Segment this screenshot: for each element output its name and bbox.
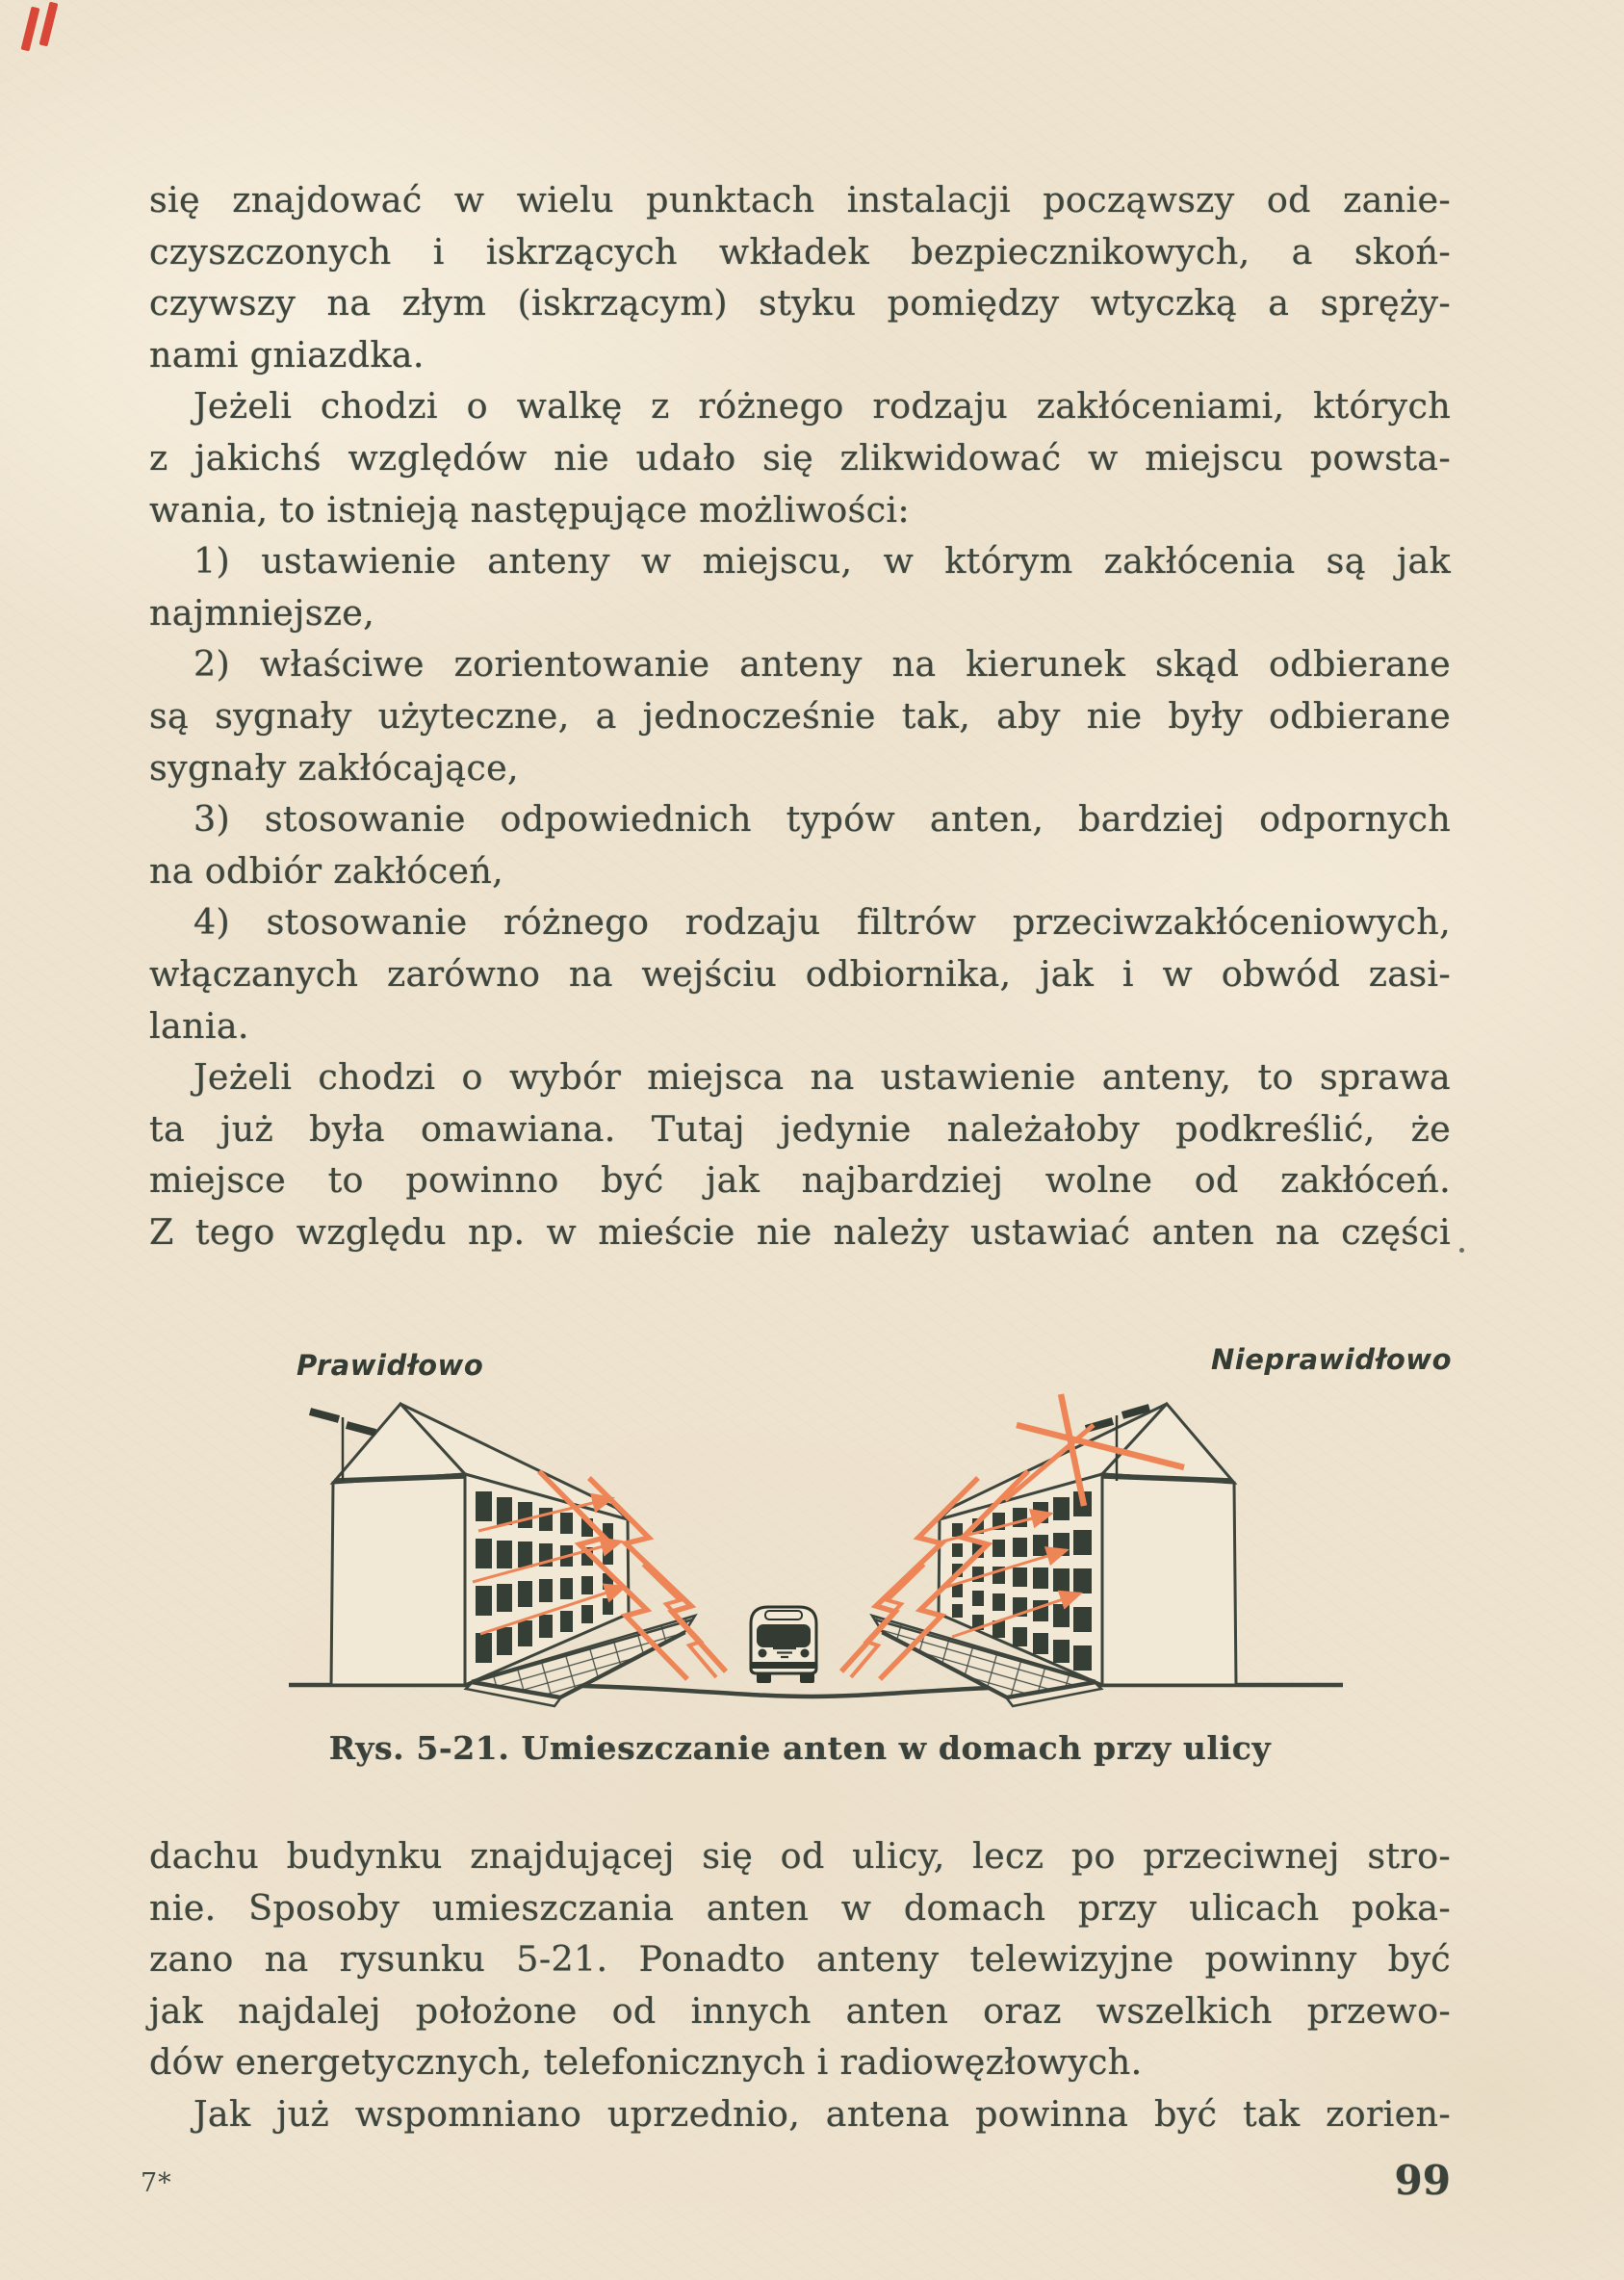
text-line: z jakichś względów nie udało się zlikwidować w miejscu powsta- [149, 436, 1451, 479]
text-line: czyszczonych i iskrzących wkładek bezpiecznikowych, a skoń- [149, 230, 1451, 272]
text-line: 1) ustawienie anteny w miejscu, w którym zakłócenia są jak [193, 540, 1451, 583]
bus-wheel [757, 1673, 771, 1683]
text-line: sygnały zakłócające, [149, 746, 519, 789]
text-line: na odbiór zakłóceń, [149, 849, 504, 892]
text-line: 2) właściwe zorientowanie anteny na kierunek skąd odbierane [193, 643, 1451, 686]
lightning-bolt [851, 1565, 924, 1677]
bus-wheel [800, 1673, 814, 1683]
text-line: wania, to istnieją następujące możliwości: [149, 488, 910, 531]
text-line: dów energetycznych, telefonicznych i radiowęzłowych. [149, 2041, 1143, 2084]
text-line: włączanych zarówno na wejściu odbiornika, jak i w obwód zasi- [149, 952, 1451, 995]
body-text-lower [149, 1830, 1451, 2140]
ink-speck [1459, 1248, 1464, 1253]
label-correct: Prawidłowo [296, 1349, 484, 1382]
text-line: czywszy na złym (iskrzącym) styku pomiędzy wtyczką a spręży- [149, 282, 1451, 324]
page-number: 99 [1394, 2157, 1451, 2204]
text-line: zano na rysunku 5-21. Ponadto anteny telewizyjne powinny być [149, 1938, 1451, 1981]
bus-headlight [759, 1649, 767, 1658]
bus-windshield [757, 1624, 811, 1647]
body-text-upper [149, 174, 1451, 1257]
lightning-bolt [643, 1565, 716, 1677]
text-line: najmniejsze, [149, 591, 375, 634]
bus-headlight [801, 1649, 810, 1658]
bus-bumper [750, 1662, 817, 1669]
text-line: nie. Sposoby umieszczania anten w domach przy ulicach poka- [149, 1886, 1451, 1929]
bus [750, 1607, 817, 1683]
antenna-dipole [310, 1412, 339, 1419]
right-gable-wall [1102, 1474, 1236, 1685]
text-line: lania. [149, 1004, 249, 1047]
text-line: się znajdować w wielu punktach instalacji począwszy od zanie- [149, 179, 1451, 220]
label-incorrect: Nieprawidłowo [1211, 1343, 1453, 1376]
text-line: nami gniazdka. [149, 333, 425, 376]
left-gable-wall [331, 1474, 465, 1685]
text-line: dachu budynku znajdującej się od ulicy, lecz po przeciwnej stro- [149, 1835, 1451, 1877]
red-pen-mark [21, 7, 40, 52]
text-line: Jeżeli chodzi o wybór miejsca na ustawienie anteny, to sprawa [193, 1056, 1451, 1099]
red-pen-mark [39, 2, 59, 47]
street-ground-line [289, 1685, 1343, 1697]
antenna-dipole [347, 1425, 375, 1433]
text-line: 4) stosowanie różnego rodzaju filtrów przeciwzakłóceniowych, [193, 901, 1451, 944]
text-line: 3) stosowanie odpowiednich typów anten, bardziej odpornych [193, 798, 1451, 841]
text-line: Jeżeli chodzi o walkę z różnego rodzaju zakłóceniami, których [193, 385, 1451, 428]
text-line: są sygnały użyteczne, a jednocześnie tak, aby nie były odbierane [149, 694, 1451, 737]
text-line: Jak już wspomniano uprzednio, antena powinna być tak zorien- [193, 2092, 1451, 2135]
text-line: Z tego względu np. w mieście nie należy ustawiać anten na części [149, 1210, 1451, 1253]
text-line: miejsce to powinno być jak najbardziej wolne od zakłóceń. [149, 1159, 1451, 1202]
bus-destination-sign [765, 1611, 802, 1619]
figure-caption: Rys. 5-21. Umieszczanie anten w domach przy ulicy [328, 1729, 1272, 1767]
signature-mark: 7* [141, 2168, 172, 2198]
figure-antenna-placement [135, 1336, 1502, 1741]
text-line: ta już była omawiana. Tutaj jedynie należałoby podkreślić, że [149, 1107, 1451, 1150]
text-line: jak najdalej położone od innych anten oraz wszelkich przewo- [149, 1989, 1451, 2032]
